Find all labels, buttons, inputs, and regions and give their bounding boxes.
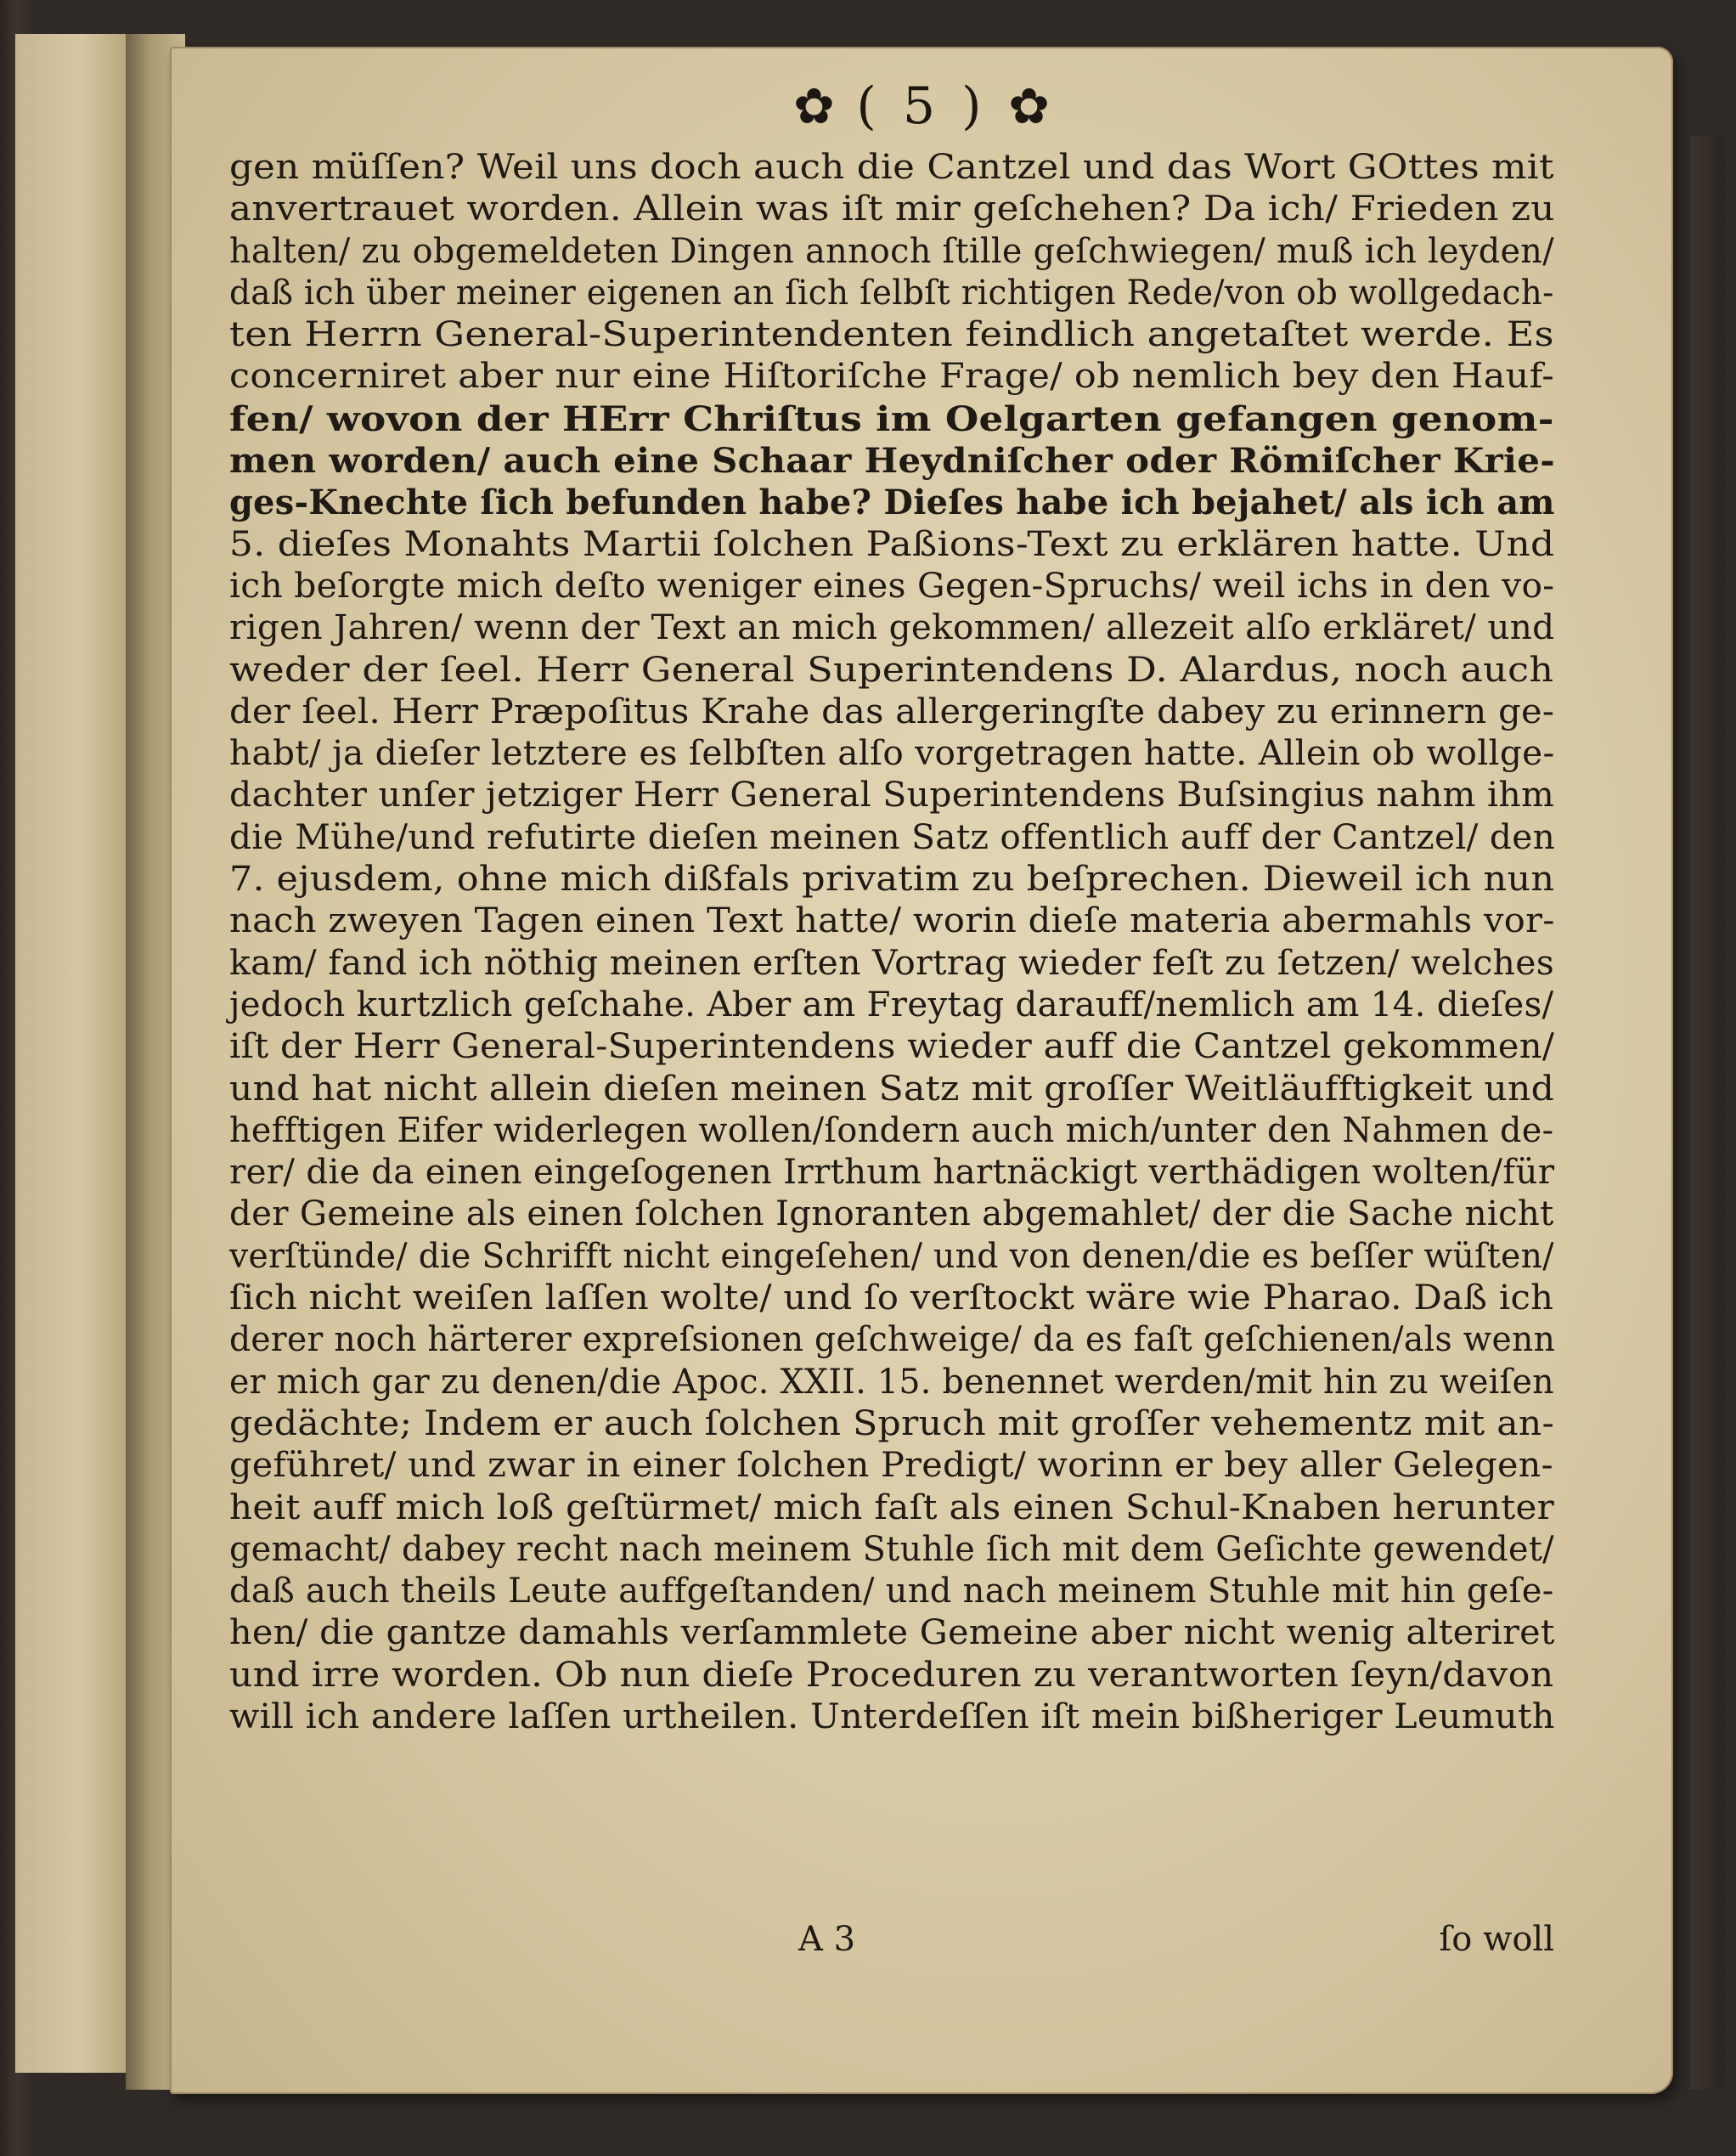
text-line: gen müſſen? Weil uns doch auch die Cantzel und das Wort GOttes mit: [229, 148, 1554, 187]
page-header: [170, 76, 1673, 136]
text-line: rigen Jahren/ wenn der Text an mich gekommen/ allezeit alſo erkläret/ und: [229, 608, 1555, 648]
catchword: ſo woll: [1439, 1920, 1554, 1959]
facing-page-edge: [15, 34, 127, 2073]
text-line: geführet/ und zwar in einer ſolchen Predigt/ worinn er bey aller Gelegen-: [229, 1446, 1553, 1486]
text-line: hefftigen Eifer widerlegen wollen/ſondern auch mich/unter den Nahmen de-: [229, 1110, 1554, 1150]
text-line: nach zweyen Tagen einen Text hatte/ worin dieſe materia abermahls vor-: [229, 901, 1555, 941]
text-line: fen/ wovon der HErr Chriſtus im Oelgarten gefangen genom-: [229, 398, 1554, 439]
text-line: hen/ die gantze damahls verſammlete Gemeine aber nicht wenig alteriret: [229, 1613, 1555, 1653]
text-line: iſt der Herr General-Superintendens wieder auff die Cantzel gekommen/: [229, 1027, 1555, 1067]
text-line: 5. dieſes Monahts Martii ſolchen Paßions-Text zu erklären hatte. Und: [229, 524, 1555, 564]
text-line: er mich gar zu denen/die Apoc. XXII. 15. benennet werden/mit hin zu weiſen: [229, 1362, 1554, 1402]
flower-ornament-right-icon: ✿: [1008, 77, 1050, 135]
flower-ornament-left-icon: ✿: [793, 77, 835, 135]
text-line: ſich nicht weiſen laſſen wolte/ und ſo verſtockt wäre wie Pharao. Daß ich: [229, 1278, 1554, 1318]
text-line: dachter unſer jetziger Herr General Superintendens Buſsingius nahm ihm: [229, 776, 1555, 816]
text-line: daß ich über meiner eigenen an ſich ſelbſt richtigen Rede/von ob wollgedach-: [229, 273, 1554, 313]
text-line: kam/ fand ich nöthig meinen erſten Vortrag wieder feſt zu ſetzen/ welches: [229, 943, 1555, 983]
page-number: ( 5 ): [856, 76, 987, 136]
text-line: und irre worden. Ob nun dieſe Proceduren zu verantworten ſeyn/davon: [229, 1655, 1554, 1695]
text-line: weder der ſeel. Herr General Superintendens D. Alardus, noch auch: [229, 650, 1554, 690]
text-line: gemacht/ dabey recht nach meinem Stuhle ſich mit dem Geſichte gewendet/: [229, 1529, 1554, 1569]
text-line: daß auch theils Leute auffgeſtanden/ und nach meinem Stuhle mit hin geſe-: [229, 1572, 1554, 1611]
text-line: 7. ejusdem, ohne mich dißfals privatim zu beſprechen. Dieweil ich nun: [229, 860, 1555, 900]
text-line: heit auff mich loß geſtürmet/ mich faſt als einen Schul-Knaben herunter: [229, 1487, 1555, 1527]
text-line: und hat nicht allein dieſen meinen Satz mit groſſer Weitläufftigkeit und: [229, 1069, 1555, 1109]
text-line: derer noch härterer expreſsionen geſchweige/ da es faſt geſchienen/als wenn: [229, 1320, 1556, 1360]
book-page: [170, 47, 1673, 2094]
body-text: [229, 147, 1554, 1738]
text-line: men worden/ auch eine Schaar Heydniſcher oder Römiſcher Krie-: [229, 441, 1555, 482]
text-line: der Gemeine als einen ſolchen Ignoranten abgemahlet/ der die Sache nicht: [229, 1194, 1554, 1234]
text-line: jedoch kurtzlich geſchahe. Aber am Freytag darauff/nemlich am 14. dieſes/: [229, 985, 1554, 1024]
text-line: ich beſorgte mich deſto weniger eines Gegen-Spruchs/ weil ichs in den vo-: [229, 566, 1555, 606]
text-line: verſtünde/ die Schrifft nicht eingeſehen/ und von denen/die es beſſer wüſten/: [229, 1236, 1554, 1276]
text-line: ges-Knechte ſich befunden habe? Dieſes habe ich bejahet/ als ich am: [229, 483, 1555, 523]
signature-mark: A 3: [798, 1920, 856, 1959]
page-footer: [229, 1920, 1554, 1971]
text-line: will ich andere laſſen urtheilen. Unterdeſſen iſt mein bißheriger Leumuth: [229, 1696, 1555, 1736]
text-line: die Mühe/und refutirte dieſen meinen Satz offentlich auff der Cantzel/ den: [229, 817, 1556, 857]
text-line: habt/ ja dieſer letztere es ſelbſten alſo vorgetragen hatte. Allein ob wollge-: [229, 734, 1555, 774]
text-line: anvertrauet worden. Allein was iſt mir geſchehen? Da ich/ Frieden zu: [229, 189, 1555, 229]
text-line: halten/ zu obgemeldeten Dingen annoch ſtille geſchwiegen/ muß ich leyden/: [229, 231, 1554, 271]
text-line: rer/ die da einen eingeſogenen Irrthum hartnäckigt verthädigen wolten/für: [229, 1153, 1555, 1193]
text-line: ten Herrn General-Superintendenten feindlich angetaſtet werde. Es: [229, 315, 1554, 355]
text-line: concerniret aber nur eine Hiſtoriſche Frage/ ob nemlich bey den Hauf-: [229, 357, 1555, 397]
text-line: der ſeel. Herr Præpoſitus Krahe das allergeringſte dabey zu erinnern ge-: [229, 691, 1555, 731]
text-line: gedächte; Indem er auch ſolchen Spruch mit groſſer vehementz mit an-: [229, 1403, 1555, 1443]
